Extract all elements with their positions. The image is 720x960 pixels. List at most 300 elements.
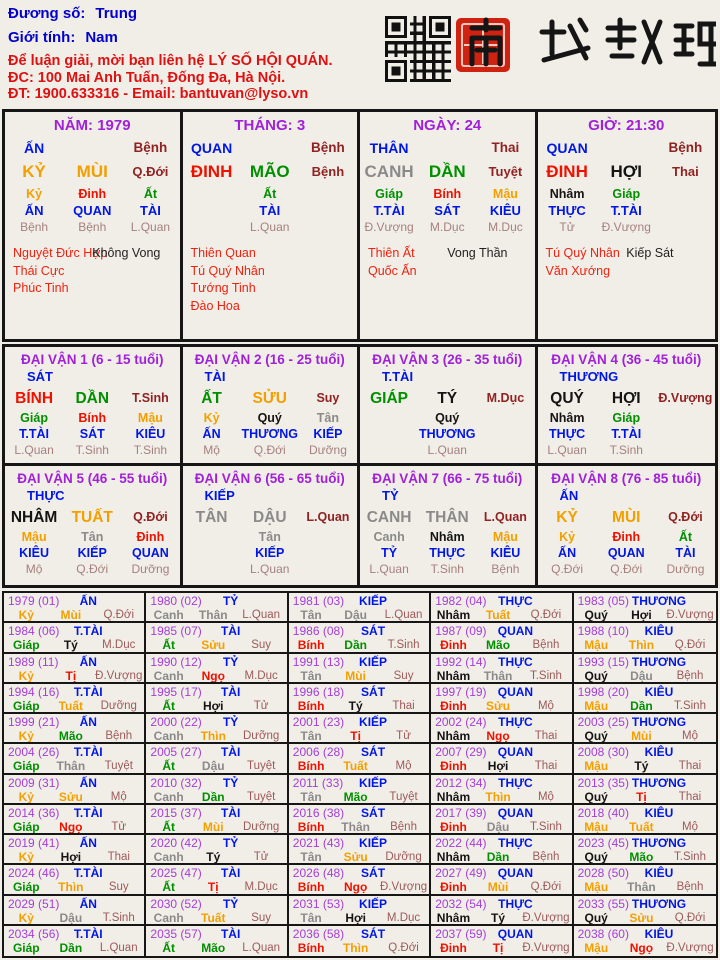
year-line2 [431,941,571,955]
hidden-god: TÀI [259,203,281,218]
year-line2 [146,790,286,804]
pillar-stars [360,245,535,321]
year-cell [574,714,716,744]
year-can: Quý [584,608,608,622]
year-cell [289,775,431,805]
year-label: 2029 (51) [8,896,60,911]
empty-slot [299,220,357,236]
year-chi: Sửu [486,698,511,713]
daivan-main-row [5,388,180,409]
year-line1 [289,927,429,941]
hidden-stage: Dưỡng [131,562,170,576]
hidden-stage: L.Quan [250,220,290,234]
year-line2 [4,608,144,622]
empty-slot [656,427,715,443]
year-cell [431,593,573,623]
year-cell [4,775,146,805]
chi: MÙI [612,509,641,526]
year-cell [4,865,146,895]
daivan-god-row [5,488,180,505]
year-cell [289,926,431,956]
daivan-god-row [538,369,716,386]
year-stage: Bệnh [390,820,417,833]
star-black: Kiếp Sát [626,246,674,260]
year-stage: Mộ [537,699,554,712]
stars-black-list [447,245,507,263]
chi: HỢI [610,162,642,181]
year-god: T.TÀI [73,866,103,881]
top-god: ẤN [23,140,45,156]
year-god: T.TÀI [73,926,103,941]
hidden-stem: Ất [678,530,693,544]
hidden-stages [5,562,180,577]
year-stage: Đ.Vượng [379,881,428,894]
year-line1 [289,745,429,759]
year-can: Mậu [584,940,609,955]
hidden-god: TÀI [675,546,696,560]
year-cell [431,623,573,653]
year-label: 2032 (54) [435,896,487,911]
hidden-stage: T.Sinh [75,443,109,457]
year-label: 1986 (08) [292,624,345,639]
can: BÍNH [15,390,54,407]
year-god: SÁT [361,745,386,760]
year-line2 [431,759,571,773]
year-label: 2015 (37) [150,805,202,820]
contact-line-1: Để luận giải, mời bạn liên hệ LÝ SỐ HỘI QUÁN. [8,53,333,69]
year-can: Đinh [440,880,467,895]
daivan-2 [183,347,361,466]
year-stage: Dưỡng [242,730,280,742]
year-cell [574,593,716,623]
hidden-stages [183,562,358,577]
can: TÂN [195,509,228,526]
year-line1 [289,685,429,699]
star-red: Tướng Tinh [190,281,256,295]
year-god: QUAN [497,745,534,760]
year-god: THƯƠNG [631,654,687,669]
year-label: 1983 (05) [577,594,629,608]
year-god: KIÊU [644,624,674,639]
star-red: Quốc Ấn [368,263,417,278]
year-cell [431,775,573,805]
hidden-stage: Đ.Vượng [601,220,651,234]
year-god: ẤN [79,775,97,790]
year-can: Bính [297,759,325,774]
hidden-god: THƯƠNG [419,427,476,441]
hidden-stage: L.Quan [250,562,290,576]
year-god: THƯƠNG [631,896,687,911]
hidden-god: KIÊU [490,546,521,560]
year-cell [574,654,716,684]
year-label: 2023 (45) [577,836,629,850]
year-line1 [289,836,429,850]
year-cell [431,805,573,835]
daivan-4 [538,347,716,466]
hidden-god: T.TÀI [19,427,49,441]
hidden-gods [5,546,180,562]
year-line1 [431,655,571,669]
hidden-stems [360,187,535,203]
year-cell [146,775,288,805]
year-god: KIẾP [359,775,388,790]
year-can: Mậu [584,638,609,653]
year-can: Bính [297,880,325,895]
pillar-top-row [5,140,180,158]
hidden-stages [538,220,716,236]
stars-red-list [546,245,620,280]
year-label: 1992 (14) [435,654,487,669]
year-stage: Thai [534,730,558,742]
year-chi: Mão [629,850,654,864]
brand-char-ly [676,24,716,64]
year-can: Đinh [440,940,467,955]
year-can: Quý [584,850,608,864]
year-label: 1999 (21) [8,715,60,729]
year-chi: Mão [201,940,226,955]
year-chi: Thìn [342,940,369,955]
year-god: THỰC [498,715,533,729]
year-chi: Mùi [202,819,224,834]
year-stage: M.Dục [102,639,136,652]
person-value: Trung [95,5,138,22]
gender-label: Giới tính: [8,29,76,46]
year-chi: Mão [486,638,511,653]
pillar-top-row [183,140,358,158]
stars-black-list [626,245,673,263]
year-stage: M.Dục [244,669,278,682]
year-god: ẤN [79,836,97,850]
year-stage: Thai [534,760,558,773]
top-god: QUAN [546,140,588,156]
empty-slot [183,530,241,546]
year-can: Nhâm [436,608,471,622]
hidden-stems [538,411,716,427]
year-label: 2028 (50) [577,866,629,881]
empty-slot [360,427,418,443]
year-label: 2030 (52) [150,896,202,911]
year-chi: Tuất [58,698,84,713]
year-stage: Suy [251,639,272,652]
year-line1 [4,745,144,759]
hidden-stage: M.Dục [429,220,465,234]
chi: MÃO [249,162,290,181]
year-line2 [431,638,571,652]
hidden-stems [183,530,358,546]
year-label: 1981 (03) [292,594,345,608]
daivan-god: TỶ [382,488,399,503]
year-line1 [146,655,286,669]
hidden-stem: Bính [433,187,462,201]
year-stage: Dưỡng [385,851,422,863]
hidden-gods [5,203,180,220]
year-stage: Q.Đới [388,941,419,954]
year-line1 [146,836,286,850]
year-label: 2036 (58) [292,926,345,941]
hidden-god: KIÊU [135,427,166,441]
year-can: Giáp [12,698,40,713]
daivan-8 [538,466,716,585]
hidden-stem: Giáp [612,411,641,425]
year-can: Kỷ [18,608,34,622]
year-god: THỰC [498,896,533,911]
year-line1 [431,715,571,729]
daivan-title: ĐẠI VẬN 1 (6 - 15 tuổi) [20,352,164,367]
hidden-stages [538,443,716,458]
hidden-stage: Q.Đới [253,443,286,457]
year-cell [4,835,146,865]
year-can: Nhâm [436,789,471,804]
year-god: TÀI [220,866,241,881]
year-line1 [431,836,571,850]
hidden-stage: L.Quan [130,220,171,234]
year-stage: Đ.Vượng [666,609,714,621]
year-label: 2021 (43) [292,836,345,850]
chi: DẦN [428,162,466,181]
daivan-god: SÁT [27,369,53,384]
year-cell [4,684,146,714]
year-chi: Mão [58,729,83,743]
year-cell [146,896,288,926]
hidden-stem: Nhâm [429,530,465,544]
year-cell [4,896,146,926]
hidden-stem: Đinh [136,530,165,544]
hidden-god: SÁT [79,427,105,441]
star-black: Vong Thần [447,246,508,260]
year-chi: Ngọ [343,880,368,895]
year-line1 [574,685,716,699]
hidden-stage: M.Dục [488,220,523,234]
empty-slot [476,443,534,458]
year-line1 [146,715,286,729]
year-god: TÀI [220,805,241,820]
hidden-god: KIÊU [19,546,50,560]
hidden-stage: Q.Đới [610,562,643,576]
year-stage: Tử [111,820,127,833]
daivan-5 [5,466,183,585]
top-stage: Bệnh [668,140,703,155]
stage: L.Quan [306,510,350,524]
year-label: 2026 (48) [292,866,345,881]
daivan-title: ĐẠI VẬN 8 (76 - 85 tuổi) [551,471,702,486]
year-label: 1984 (06) [8,624,60,639]
year-can: Nhâm [436,850,471,864]
year-line2 [146,941,286,955]
year-god: QUAN [497,805,534,820]
year-can: Bính [297,698,325,713]
pillar-stars [5,245,180,321]
year-cell [146,714,288,744]
hidden-stage: Q.Đới [551,562,584,576]
chi: SỬU [252,390,287,407]
year-chi: Sửu [629,910,654,925]
year-line1 [574,715,716,729]
stage: Đ.Vượng [658,391,713,405]
year-cell [574,744,716,774]
year-stage: Q.Đới [103,609,135,621]
stage: T.Sinh [132,391,169,405]
year-can: Ất [162,940,175,955]
hidden-stage: T.Sinh [430,562,464,576]
year-cell [4,714,146,744]
year-line1 [146,806,286,820]
top-god: QUAN [190,140,233,156]
year-can: Tân [300,608,322,622]
year-stage: L.Quan [242,941,281,954]
year-cell [574,775,716,805]
year-line1 [4,655,144,669]
hidden-stem: Canh [373,530,405,544]
year-god: SÁT [361,926,386,941]
hidden-gods [360,203,535,220]
hidden-stage: L.Quan [547,443,587,457]
year-stage: Thai [107,851,130,863]
year-line1 [289,866,429,880]
hidden-stages [360,220,535,236]
star-red: Thiên Quan [190,246,256,260]
year-can: Nhâm [436,668,471,683]
year-label: 2024 (46) [8,866,60,881]
empty-slot [656,203,715,220]
year-chi: Dậu [344,608,367,622]
pillar-top-row [538,140,716,158]
year-stage: Bệnh [532,639,560,652]
year-god: THƯƠNG [631,715,687,729]
year-god: TỶ [222,896,239,911]
chi: DẬU [252,509,287,526]
daivan-title: ĐẠI VẬN 2 (16 - 25 tuổi) [194,352,345,367]
year-cell [146,865,288,895]
year-stage: L.Quan [242,609,281,621]
hidden-stem: Giáp [20,411,48,425]
can: GIÁP [370,390,409,407]
hidden-god: THỰC [549,427,586,441]
year-stage: T.Sinh [529,669,562,682]
year-chi: Dậu [201,759,225,774]
can: CANH [364,162,414,181]
year-line2 [4,669,144,683]
empty-slot [241,140,299,158]
year-line1 [574,836,716,850]
year-table [2,591,718,958]
hidden-stems [360,530,535,546]
hidden-stem: Tân [258,530,281,544]
year-chi: Hợi [345,910,366,925]
year-line1 [146,745,286,759]
year-line2 [146,699,286,713]
daivan-3 [360,347,538,466]
year-label: 2007 (29) [435,745,487,760]
empty-slot [299,530,357,546]
star-red: Nguyệt Đức Hợp [13,246,108,260]
year-cell [431,835,573,865]
year-line2 [289,880,429,894]
can: KỶ [556,509,578,526]
year-line2 [146,820,286,834]
year-line1 [574,866,716,880]
year-chi: Tý [206,850,221,864]
can: ẤT [201,390,222,407]
star-red: Tú Quý Nhân [190,263,265,278]
year-can: Giáp [12,819,40,834]
year-cell [289,865,431,895]
brand-char-viet [542,20,588,60]
year-chi: Dậu [486,819,510,834]
stars-red-list [191,245,265,315]
year-cell [289,896,431,926]
year-line2 [574,850,716,864]
year-cell [4,805,146,835]
person-line [8,5,333,22]
hidden-god: T.TÀI [610,203,642,218]
year-god: KIÊU [644,684,674,699]
year-label: 2013 (35) [577,775,629,790]
year-chi: Tị [65,668,77,683]
year-stage: L.Quan [99,941,138,954]
year-chi: Thìn [628,638,655,653]
hidden-stages [5,443,180,458]
year-stage: Mộ [537,790,554,803]
year-can: Bính [297,940,325,955]
year-line2 [289,608,429,622]
year-label: 1993 (15) [577,654,629,669]
year-line1 [574,776,716,790]
year-chi: Thìn [485,789,511,804]
hidden-stems [538,530,716,546]
year-can: Mậu [584,698,609,713]
chi: DẦN [75,390,110,407]
year-cell [146,593,288,623]
star-red: Đào Hoa [190,298,240,313]
year-line2 [431,608,571,622]
year-chi: Tuất [629,819,654,834]
year-line2 [4,820,144,834]
empty-slot [418,140,476,158]
year-chi: Mùi [631,729,652,743]
year-chi: Mùi [487,880,509,895]
year-chi: Hợi [631,608,652,622]
hidden-stem: Quý [257,411,282,425]
year-god: TÀI [220,684,241,699]
year-line1 [4,685,144,699]
year-chi: Dậu [59,910,83,925]
year-cell [4,654,146,684]
hidden-god: ẤN [558,546,577,560]
year-stage: Thai [392,699,415,712]
year-god: THỰC [498,836,533,850]
year-can: Giáp [12,638,40,653]
year-cell [574,684,716,714]
year-chi: Tị [350,729,361,743]
year-label: 1998 (20) [577,684,629,699]
hidden-god: THƯƠNG [241,427,298,441]
year-cell [289,654,431,684]
year-line1 [289,594,429,608]
year-label: 1990 (12) [150,654,202,669]
hidden-stems [183,411,358,427]
year-line1 [431,806,571,820]
year-chi: Ngọ [486,729,510,743]
year-god: THƯƠNG [631,594,687,608]
year-line1 [146,897,286,911]
year-can: Kỷ [18,789,34,804]
empty-slot [299,203,357,220]
year-line1 [431,866,571,880]
year-label: 2027 (49) [435,866,487,881]
year-can: Quý [584,789,608,804]
year-god: TỶ [222,836,239,850]
hidden-gods [538,203,716,220]
